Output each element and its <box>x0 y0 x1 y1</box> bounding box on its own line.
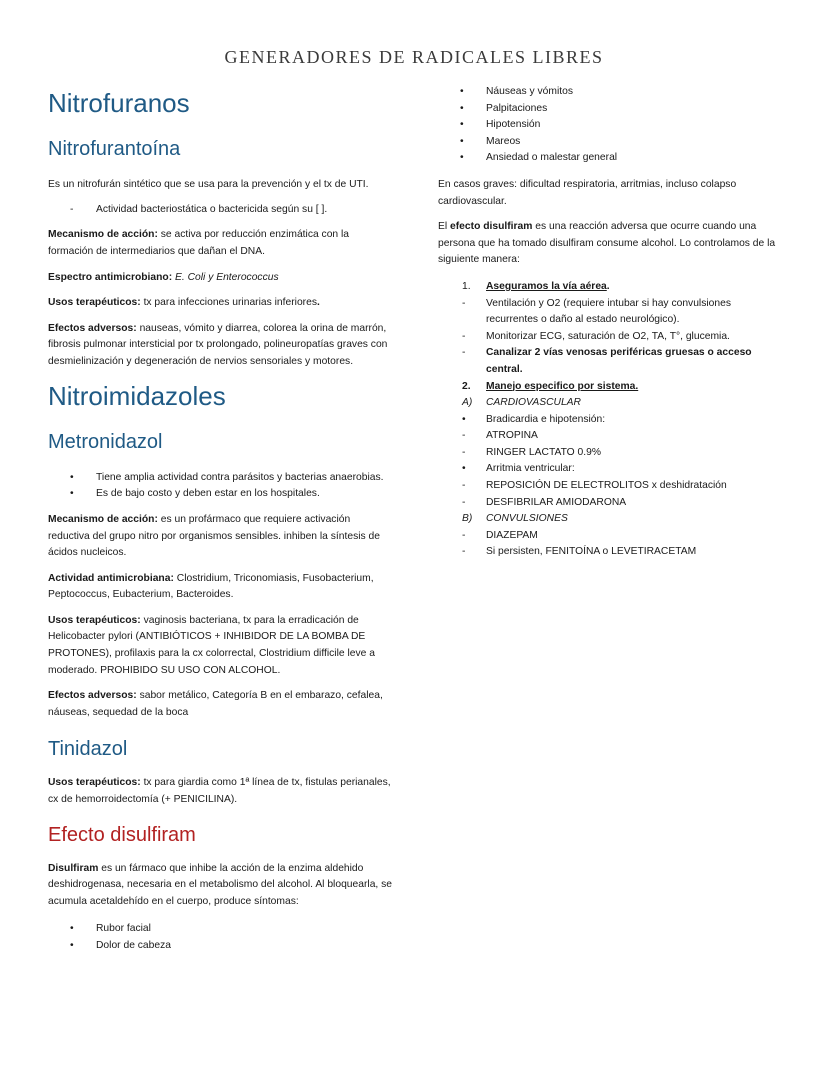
step-marker: - <box>462 430 466 442</box>
label: efecto disulfiram <box>450 221 533 233</box>
step-row <box>438 478 783 495</box>
label: Mecanismo de acción: <box>48 229 158 241</box>
text: Clostridium, Triconomiasis, Fusobacterium, Peptococcus, Eubacterium, Bacteroides. <box>48 572 374 601</box>
text: vaginosis bacteriana, tx para la erradicación de Helicobacter pylori (ANTIBIÓTICOS + INHIBIDOR DE LA BOMBA DE PROTONES), profilaxis para la cx colorrectal, Clostridium difficile leve a moderado. PROHIBIDO SU USO CON ALCOHOL. <box>48 614 375 676</box>
step-row <box>438 428 783 445</box>
heading-metronidazol: Metronidazol <box>48 430 163 453</box>
label: Usos terapéuticos: <box>48 297 141 309</box>
step-text: CARDIOVASCULAR <box>486 397 581 409</box>
text: tx para infecciones urinarias inferiores <box>140 297 317 309</box>
list-item-text: Rubor facial <box>96 923 151 935</box>
page-header: GENERADORES DE RADICALES LIBRES <box>224 47 604 67</box>
list-item <box>438 84 783 101</box>
label: Usos terapéuticos: <box>48 777 141 789</box>
list-item <box>438 117 783 134</box>
step-marker: A) <box>462 397 473 409</box>
text: es un fármaco que inhibe la acción de la enzima aldehido deshidrogenasa, necesaria en el metabolismo del alcohol. Al bloquearla, se acumula acetaldehído en el cuerpo, produce síntomas: <box>48 862 393 907</box>
bullet-marker: • <box>460 135 464 147</box>
bullet-marker: • <box>70 940 74 951</box>
step-row <box>438 379 783 396</box>
list-item-text: Dolor de cabeza <box>96 940 171 951</box>
step-marker: - <box>462 529 466 541</box>
list-item <box>48 470 393 487</box>
step-text: Ventilación y O2 (requiere intubar si hay convulsiones recurrentes o daño al estado neurológico). <box>486 297 731 326</box>
symptom-bullets <box>438 84 783 167</box>
step-text-tail: . <box>606 280 610 292</box>
step-text: DIAZEPAM <box>486 529 538 541</box>
step-row <box>438 345 783 378</box>
bullet-marker: • <box>70 471 74 483</box>
heading-nitroimidazoles: Nitroimidazoles <box>48 380 226 411</box>
list-item-text: Mareos <box>486 135 521 147</box>
bullet-marker: • <box>460 86 464 97</box>
text: se activa por reducción enzimática con la formación de intermediarios que dañan el DNA. <box>48 229 350 257</box>
heading-efecto-disulfiram: Efecto disulfiram <box>48 823 196 846</box>
list-item-text: Hipotensión <box>486 119 541 131</box>
nitrofurantoina-espectro <box>48 270 393 287</box>
step-row <box>438 412 783 429</box>
step-marker: • <box>462 413 466 425</box>
label: Efectos adversos: <box>48 322 137 334</box>
label: Disulfiram <box>48 862 99 874</box>
label: Mecanismo de acción: <box>48 513 158 525</box>
list-item <box>48 938 393 955</box>
step-text: Canalizar 2 vías venosas periféricas gruesas o acceso central. <box>486 347 752 375</box>
step-text <box>486 279 783 296</box>
step-row <box>438 461 783 478</box>
list-item-text: Es de bajo costo y deben estar en los hospitales. <box>96 488 320 500</box>
list-item-text: Actividad bacteriostática o bactericida según su [ ]. <box>96 203 328 215</box>
bullet-marker: • <box>70 488 74 500</box>
step-text: REPOSICIÓN DE ELECTROLITOS x deshidratación <box>486 480 727 492</box>
step-text: Manejo especifico por sistema. <box>486 380 639 392</box>
disulfiram-intro <box>48 861 393 911</box>
label: Actividad antimicrobiana: <box>48 572 174 584</box>
label: Espectro antimicrobiano: <box>48 271 173 283</box>
text: El <box>438 221 451 233</box>
casos-graves: En casos graves: dificultad respiratoria, arritmias, incluso colapso cardiovascular. <box>438 178 737 207</box>
metronidazol-usos <box>48 613 393 679</box>
management-steps <box>438 279 783 561</box>
step-marker: - <box>462 347 466 359</box>
heading-nitrofurantoina: Nitrofurantoína <box>48 138 181 161</box>
metronidazol-bullets <box>48 470 393 503</box>
step-marker: 2. <box>462 380 471 392</box>
step-text: Si persisten, FENITOÍNA o LEVETIRACETAM <box>486 546 697 558</box>
step-marker: • <box>462 463 466 475</box>
bullet-marker: • <box>460 102 464 114</box>
list-item <box>438 134 783 151</box>
step-text: ATROPINA <box>486 430 538 442</box>
step-marker: - <box>462 446 466 458</box>
step-marker: 1. <box>462 280 471 292</box>
step-row <box>438 528 783 545</box>
step-row <box>438 544 783 561</box>
list-item <box>438 101 783 118</box>
step-row <box>438 395 783 412</box>
list-item <box>48 202 393 219</box>
list-item <box>438 150 783 167</box>
list-item <box>48 921 393 938</box>
step-marker: - <box>462 330 466 342</box>
step-row <box>438 279 783 296</box>
bullet-marker: • <box>460 119 464 131</box>
metronidazol-actividad <box>48 571 393 604</box>
metronidazol-mecanismo <box>48 512 393 562</box>
step-text: RINGER LACTATO 0.9% <box>486 446 602 458</box>
list-item-text: Palpitaciones <box>486 102 548 114</box>
label: Usos terapéuticos: <box>48 614 141 626</box>
nitrofurantoina-efectos <box>48 321 393 371</box>
step-text: Arritmia ventricular: <box>486 463 575 475</box>
nitrofurantoina-usos <box>48 295 393 312</box>
left-column <box>48 84 393 955</box>
text: nauseas, vómito y diarrea, colorea la orina de marrón, fibrosis pulmonar intersticial por tx prolongado, polineuropatías graves con desmielinización y degeneración de nervios sensoriales y motores. <box>48 322 388 367</box>
nitrofurantoina-mecanismo <box>48 227 393 260</box>
step-row <box>438 511 783 528</box>
step-marker: B) <box>462 513 473 525</box>
bullet-marker: • <box>460 152 464 164</box>
list-item-text: Náuseas y vómitos <box>486 86 573 97</box>
list-item-text: Tiene amplia actividad contra parásitos y bacterias anaerobias. <box>96 471 384 483</box>
efecto-disulfiram-def <box>438 219 783 269</box>
period: . <box>316 297 320 309</box>
text: E. Coli y Enterococcus <box>172 271 279 283</box>
step-text: Bradicardia e hipotensión: <box>486 413 606 425</box>
heading-nitrofuranos: Nitrofuranos <box>48 88 190 118</box>
step-marker: - <box>462 480 466 492</box>
disulfiram-bullets <box>48 921 393 954</box>
step-row <box>438 495 783 512</box>
step-text-main: Aseguramos la vía aérea <box>486 280 607 292</box>
text: tx para giardia como 1ª línea de tx, fistulas perianales, cx de hemorroidectomía (+ PENICILINA). <box>48 777 391 806</box>
label: Efectos adversos: <box>48 690 137 702</box>
step-text: DESFIBRILAR AMIODARONA <box>486 496 627 508</box>
step-marker: - <box>462 496 466 508</box>
dash-marker: - <box>70 203 74 215</box>
step-row <box>438 445 783 462</box>
text: sabor metálico, Categoría B en el embarazo, cefalea, náuseas, sequedad de la boca <box>48 690 383 718</box>
metronidazol-efectos <box>48 688 393 721</box>
bullet-marker: • <box>70 923 74 935</box>
step-marker: - <box>462 546 466 558</box>
tinidazol-usos <box>48 775 393 808</box>
nitrofurantoina-intro: Es un nitrofurán sintético que se usa para la prevención y el tx de UTI. <box>48 179 369 191</box>
heading-tinidazol: Tinidazol <box>48 738 128 761</box>
step-text: CONVULSIONES <box>486 513 568 525</box>
list-item <box>48 486 393 503</box>
text: es una reacción adversa que ocurre cuando una persona que ha tomado disulfiram consume alcohol. Lo controlamos de la siguiente manera: <box>438 221 776 266</box>
step-row <box>438 296 783 329</box>
right-column <box>438 84 783 561</box>
list-item-text: Ansiedad o malestar general <box>486 152 618 164</box>
step-marker: - <box>462 297 466 309</box>
step-text: Monitorizar ECG, saturación de O2, TA, T°, glucemia. <box>486 330 730 342</box>
text: es un profármaco que requiere activación reductiva del grupo nitro por organismos sensibles. inhiben la síntesis de ácidos nucleicos. <box>48 513 380 559</box>
step-row <box>438 329 783 346</box>
